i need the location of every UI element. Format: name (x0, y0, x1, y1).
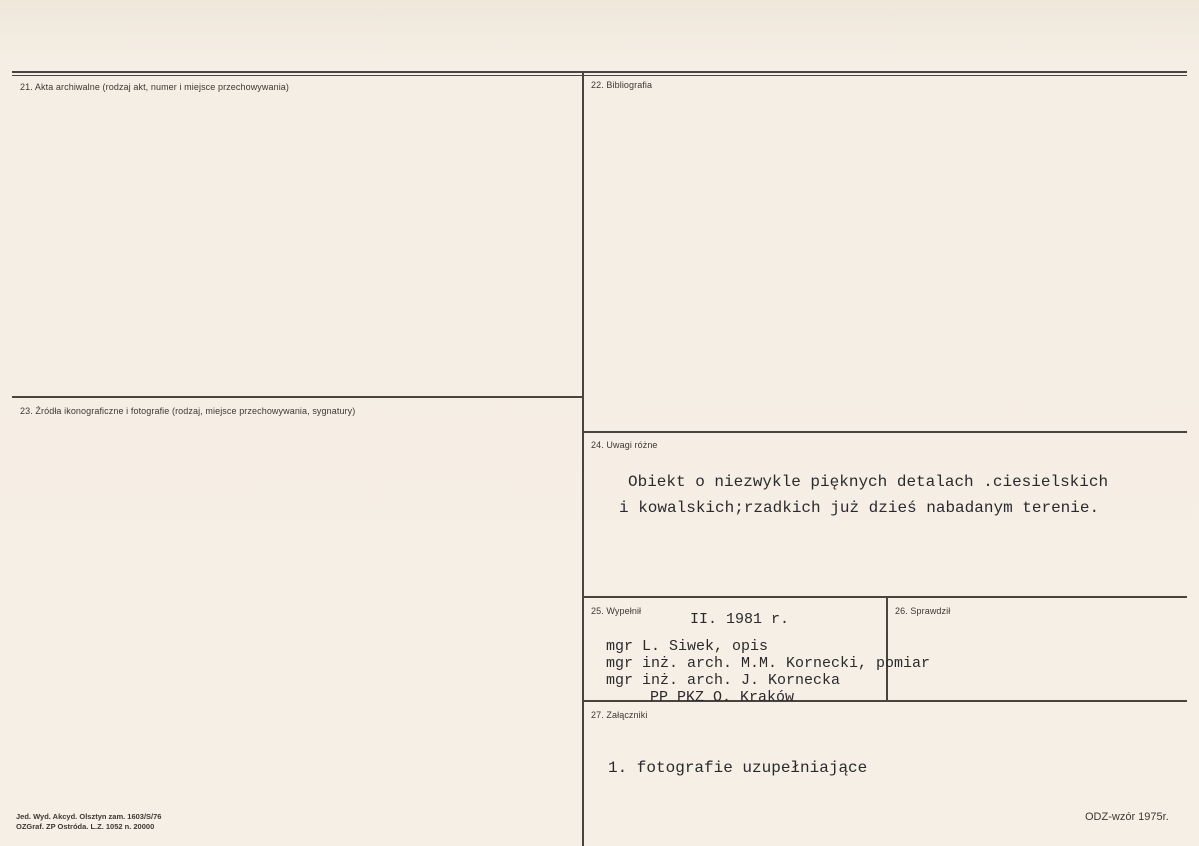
divider-above-24 (584, 431, 1187, 433)
field-23-label: 23. Źródła ikonograficzne i fotografie (rodzaj, miejsce przechowywania, sygnatury) (20, 406, 356, 416)
attachment-line-1: 1. fotografie uzupełniające (608, 759, 868, 777)
field-22-label: 22. Bibliografia (591, 80, 653, 90)
filled-line-4: PP PKZ O. Kraków (650, 689, 795, 706)
field-26-label: 26. Sprawdził (895, 606, 951, 616)
filled-line-3: mgr inż. arch. J. Kornecka (606, 672, 841, 689)
top-rule-thin (12, 75, 1187, 76)
field-25-label: 25. Wypełnił (591, 606, 642, 616)
field-21-label: 21. Akta archiwalne (rodzaj akt, numer i miejsce przechowywania) (20, 82, 290, 92)
remarks-line-1: Obiekt o niezwykle pięknych detalach .ciesielskich (628, 473, 1109, 491)
top-rule (12, 71, 1187, 73)
field-24-label: 24. Uwagi różne (591, 440, 658, 450)
printer-imprint-line-1: Jed. Wyd. Akcyd. Olsztyn zam. 1603/S/76 (16, 812, 162, 821)
divider-25-26 (886, 598, 888, 700)
remarks-line-2: i kowalskich;rzadkich już dzieś nabadanym terenie. (619, 499, 1100, 517)
printer-imprint-line-2: OZGraf. ZP Ostróda. L.Z. 1052 n. 20000 (16, 822, 155, 831)
left-divider (12, 396, 582, 398)
filled-line-2: mgr inż. arch. M.M. Kornecki, pomiar (606, 655, 931, 672)
printer-imprint (16, 812, 161, 832)
filled-date: II. 1981 r. (690, 611, 790, 628)
filled-line-1: mgr L. Siwek, opis (606, 638, 769, 655)
form-id: ODZ-wzór 1975r. (1085, 811, 1169, 823)
field-27-label: 27. Załączniki (591, 710, 648, 720)
center-divider (582, 73, 584, 846)
